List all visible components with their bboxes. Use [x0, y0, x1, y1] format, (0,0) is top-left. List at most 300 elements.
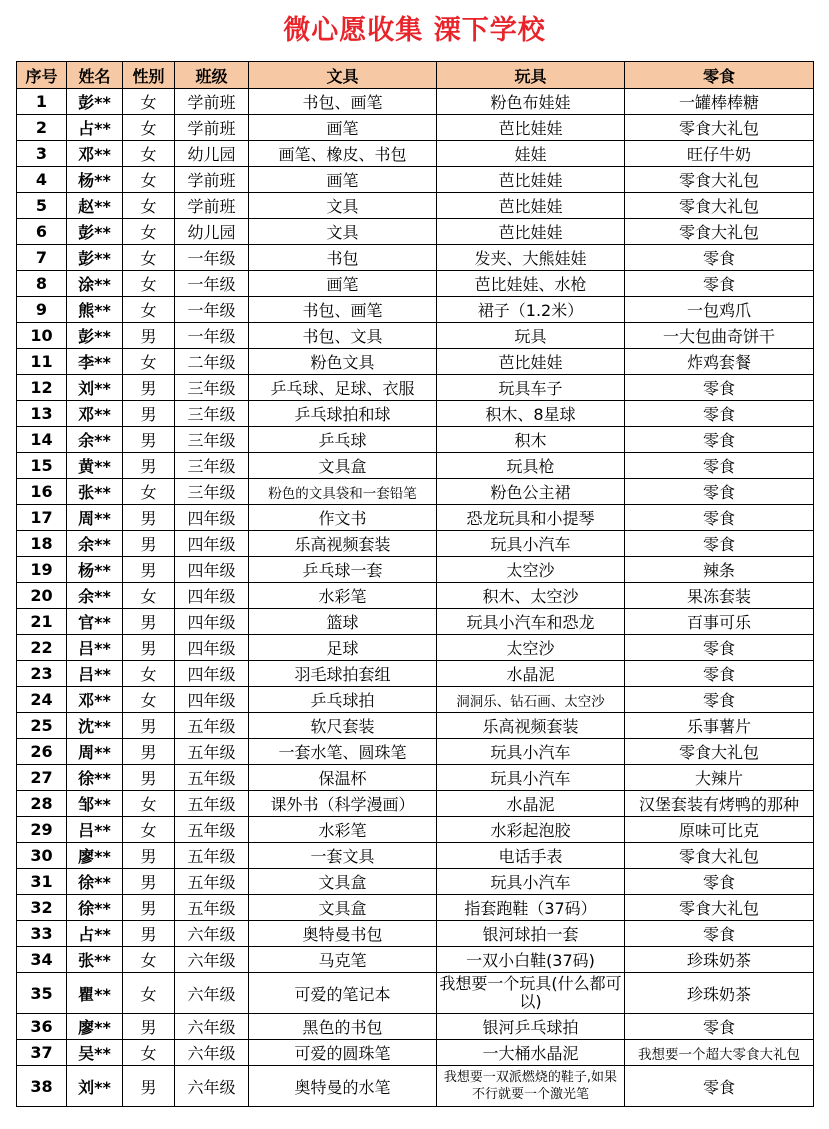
- cell-name: 邓**: [67, 401, 123, 427]
- cell-name: 李**: [67, 349, 123, 375]
- cell-name: 彭**: [67, 323, 123, 349]
- cell-gender: 男: [123, 557, 175, 583]
- cell-gender: 女: [123, 1040, 175, 1066]
- table-row: [17, 89, 814, 115]
- cell-name: 彭**: [67, 245, 123, 271]
- cell-toy: 洞洞乐、钻石画、太空沙: [437, 687, 625, 713]
- cell-no: 29: [17, 817, 67, 843]
- cell-no: 15: [17, 453, 67, 479]
- table-row: [17, 843, 814, 869]
- cell-stationery: 乒乓球拍和球: [249, 401, 437, 427]
- cell-toy: 娃娃: [437, 141, 625, 167]
- cell-snack: 原味可比克: [625, 817, 814, 843]
- cell-class: 五年级: [175, 713, 249, 739]
- cell-name: 余**: [67, 531, 123, 557]
- cell-toy: 电话手表: [437, 843, 625, 869]
- cell-class: 一年级: [175, 271, 249, 297]
- cell-toy: 玩具枪: [437, 453, 625, 479]
- table-row: [17, 817, 814, 843]
- cell-toy: 太空沙: [437, 635, 625, 661]
- cell-class: 一年级: [175, 297, 249, 323]
- cell-gender: 男: [123, 375, 175, 401]
- cell-stationery: 书包、文具: [249, 323, 437, 349]
- table-row: [17, 297, 814, 323]
- cell-stationery: 课外书（科学漫画）: [249, 791, 437, 817]
- cell-toy: 指套跑鞋（37码）: [437, 895, 625, 921]
- table-row: [17, 635, 814, 661]
- cell-gender: 男: [123, 505, 175, 531]
- cell-toy: 玩具小汽车: [437, 531, 625, 557]
- cell-gender: 女: [123, 219, 175, 245]
- cell-class: 六年级: [175, 1040, 249, 1066]
- table-row: [17, 401, 814, 427]
- table-row: [17, 531, 814, 557]
- cell-snack: 零食大礼包: [625, 739, 814, 765]
- cell-snack: 零食: [625, 427, 814, 453]
- cell-class: 六年级: [175, 1014, 249, 1040]
- cell-name: 赵**: [67, 193, 123, 219]
- cell-gender: 男: [123, 323, 175, 349]
- cell-name: 沈**: [67, 713, 123, 739]
- cell-no: 16: [17, 479, 67, 505]
- cell-class: 五年级: [175, 739, 249, 765]
- cell-snack: 零食: [625, 921, 814, 947]
- cell-snack: 珍珠奶茶: [625, 947, 814, 973]
- cell-no: 7: [17, 245, 67, 271]
- cell-stationery: 篮球: [249, 609, 437, 635]
- cell-no: 18: [17, 531, 67, 557]
- cell-toy: 发夹、大熊娃娃: [437, 245, 625, 271]
- cell-stationery: 乒乓球、足球、衣服: [249, 375, 437, 401]
- table-row: [17, 791, 814, 817]
- cell-no: 22: [17, 635, 67, 661]
- cell-name: 彭**: [67, 219, 123, 245]
- cell-no: 27: [17, 765, 67, 791]
- cell-snack: 一包鸡爪: [625, 297, 814, 323]
- table-row: [17, 895, 814, 921]
- cell-name: 瞿**: [67, 973, 123, 1014]
- table-row: [17, 271, 814, 297]
- cell-name: 吕**: [67, 635, 123, 661]
- table-row: [17, 583, 814, 609]
- cell-stationery: 书包: [249, 245, 437, 271]
- cell-snack: 零食: [625, 479, 814, 505]
- header-toy: 玩具: [437, 62, 625, 89]
- header-stationery: 文具: [249, 62, 437, 89]
- table-body: [17, 89, 814, 1107]
- cell-stationery: 作文书: [249, 505, 437, 531]
- cell-no: 10: [17, 323, 67, 349]
- cell-stationery: 乒乓球拍: [249, 687, 437, 713]
- cell-snack: 零食: [625, 245, 814, 271]
- cell-class: 学前班: [175, 115, 249, 141]
- cell-stationery: 粉色文具: [249, 349, 437, 375]
- cell-toy: 玩具小汽车: [437, 869, 625, 895]
- cell-stationery: 文具盒: [249, 453, 437, 479]
- cell-no: 35: [17, 973, 67, 1014]
- table-row: [17, 375, 814, 401]
- table-row: [17, 505, 814, 531]
- cell-snack: 零食大礼包: [625, 895, 814, 921]
- cell-gender: 男: [123, 843, 175, 869]
- cell-name: 熊**: [67, 297, 123, 323]
- cell-toy: 芭比娃娃: [437, 349, 625, 375]
- cell-name: 徐**: [67, 895, 123, 921]
- cell-toy: 水晶泥: [437, 661, 625, 687]
- table-row: [17, 557, 814, 583]
- cell-gender: 女: [123, 479, 175, 505]
- cell-no: 19: [17, 557, 67, 583]
- table-row: [17, 661, 814, 687]
- cell-gender: 男: [123, 765, 175, 791]
- cell-snack: 珍珠奶茶: [625, 973, 814, 1014]
- cell-class: 一年级: [175, 245, 249, 271]
- cell-no: 4: [17, 167, 67, 193]
- cell-no: 21: [17, 609, 67, 635]
- table-row: [17, 479, 814, 505]
- cell-gender: 女: [123, 947, 175, 973]
- cell-toy: 银河球拍一套: [437, 921, 625, 947]
- cell-class: 学前班: [175, 167, 249, 193]
- cell-gender: 女: [123, 115, 175, 141]
- cell-gender: 女: [123, 141, 175, 167]
- cell-no: 3: [17, 141, 67, 167]
- cell-gender: 女: [123, 817, 175, 843]
- table-row: [17, 141, 814, 167]
- cell-stationery: 马克笔: [249, 947, 437, 973]
- cell-stationery: 文具: [249, 219, 437, 245]
- cell-gender: 男: [123, 739, 175, 765]
- cell-toy: 芭比娃娃: [437, 115, 625, 141]
- table-row: [17, 323, 814, 349]
- cell-no: 25: [17, 713, 67, 739]
- cell-stationery: 文具: [249, 193, 437, 219]
- cell-gender: 男: [123, 401, 175, 427]
- cell-gender: 女: [123, 349, 175, 375]
- cell-toy: 粉色布娃娃: [437, 89, 625, 115]
- cell-no: 23: [17, 661, 67, 687]
- cell-class: 三年级: [175, 401, 249, 427]
- cell-stationery: 保温杯: [249, 765, 437, 791]
- cell-toy: 玩具小汽车: [437, 739, 625, 765]
- table-row: [17, 687, 814, 713]
- cell-class: 三年级: [175, 427, 249, 453]
- cell-toy: 积木: [437, 427, 625, 453]
- cell-class: 四年级: [175, 635, 249, 661]
- cell-class: 五年级: [175, 843, 249, 869]
- cell-snack: 一大包曲奇饼干: [625, 323, 814, 349]
- cell-toy: 我想要一双派燃烧的鞋子,如果不行就要一个激光笔: [437, 1066, 625, 1107]
- table-row: [17, 115, 814, 141]
- cell-gender: 男: [123, 427, 175, 453]
- cell-stationery: 乒乓球一套: [249, 557, 437, 583]
- cell-name: 刘**: [67, 1066, 123, 1107]
- table-row: [17, 765, 814, 791]
- cell-no: 30: [17, 843, 67, 869]
- cell-name: 占**: [67, 115, 123, 141]
- cell-gender: 男: [123, 609, 175, 635]
- cell-stationery: 画笔: [249, 167, 437, 193]
- cell-gender: 女: [123, 193, 175, 219]
- cell-stationery: 乒乓球: [249, 427, 437, 453]
- table-row: [17, 921, 814, 947]
- header-snack: 零食: [625, 62, 814, 89]
- cell-snack: 零食: [625, 271, 814, 297]
- cell-name: 邓**: [67, 141, 123, 167]
- cell-snack: 百事可乐: [625, 609, 814, 635]
- cell-snack: 零食: [625, 375, 814, 401]
- cell-class: 四年级: [175, 557, 249, 583]
- cell-name: 杨**: [67, 557, 123, 583]
- table-row: [17, 609, 814, 635]
- cell-stationery: 文具盒: [249, 869, 437, 895]
- cell-stationery: 粉色的文具袋和一套铅笔: [249, 479, 437, 505]
- cell-no: 28: [17, 791, 67, 817]
- cell-no: 8: [17, 271, 67, 297]
- cell-no: 38: [17, 1066, 67, 1107]
- cell-toy: 恐龙玩具和小提琴: [437, 505, 625, 531]
- cell-name: 占**: [67, 921, 123, 947]
- cell-toy: 玩具: [437, 323, 625, 349]
- cell-name: 廖**: [67, 843, 123, 869]
- cell-snack: 零食大礼包: [625, 219, 814, 245]
- cell-snack: 零食: [625, 505, 814, 531]
- cell-class: 二年级: [175, 349, 249, 375]
- cell-no: 5: [17, 193, 67, 219]
- cell-class: 三年级: [175, 453, 249, 479]
- cell-no: 12: [17, 375, 67, 401]
- cell-gender: 女: [123, 973, 175, 1014]
- cell-stationery: 画笔: [249, 115, 437, 141]
- cell-stationery: 可爱的笔记本: [249, 973, 437, 1014]
- cell-no: 31: [17, 869, 67, 895]
- cell-stationery: 一套水笔、圆珠笔: [249, 739, 437, 765]
- table-row: [17, 713, 814, 739]
- cell-snack: 零食: [625, 661, 814, 687]
- cell-class: 四年级: [175, 583, 249, 609]
- cell-name: 张**: [67, 947, 123, 973]
- cell-stationery: 水彩笔: [249, 583, 437, 609]
- cell-toy: 粉色公主裙: [437, 479, 625, 505]
- cell-toy: 乐高视频套装: [437, 713, 625, 739]
- cell-class: 四年级: [175, 687, 249, 713]
- cell-toy: 我想要一个玩具(什么都可以): [437, 973, 625, 1014]
- cell-gender: 男: [123, 1014, 175, 1040]
- cell-toy: 裙子（1.2米）: [437, 297, 625, 323]
- cell-gender: 男: [123, 1066, 175, 1107]
- cell-stationery: 足球: [249, 635, 437, 661]
- cell-name: 张**: [67, 479, 123, 505]
- cell-class: 六年级: [175, 1066, 249, 1107]
- cell-gender: 男: [123, 713, 175, 739]
- cell-class: 五年级: [175, 869, 249, 895]
- cell-name: 官**: [67, 609, 123, 635]
- cell-no: 9: [17, 297, 67, 323]
- cell-stationery: 文具盒: [249, 895, 437, 921]
- cell-name: 吴**: [67, 1040, 123, 1066]
- header-no: 序号: [17, 62, 67, 89]
- cell-class: 五年级: [175, 817, 249, 843]
- table-row: [17, 1014, 814, 1040]
- table-row: [17, 193, 814, 219]
- cell-gender: 男: [123, 453, 175, 479]
- cell-no: 6: [17, 219, 67, 245]
- cell-class: 幼儿园: [175, 219, 249, 245]
- table-row: [17, 245, 814, 271]
- header-name: 姓名: [67, 62, 123, 89]
- cell-gender: 男: [123, 869, 175, 895]
- cell-name: 廖**: [67, 1014, 123, 1040]
- cell-class: 五年级: [175, 791, 249, 817]
- cell-toy: 积木、8星球: [437, 401, 625, 427]
- cell-stationery: 乐高视频套装: [249, 531, 437, 557]
- table-row: [17, 167, 814, 193]
- cell-no: 17: [17, 505, 67, 531]
- cell-no: 20: [17, 583, 67, 609]
- cell-toy: 玩具小汽车: [437, 765, 625, 791]
- cell-stationery: 黑色的书包: [249, 1014, 437, 1040]
- cell-no: 24: [17, 687, 67, 713]
- cell-gender: 女: [123, 271, 175, 297]
- cell-no: 2: [17, 115, 67, 141]
- cell-gender: 女: [123, 89, 175, 115]
- cell-name: 徐**: [67, 765, 123, 791]
- cell-class: 六年级: [175, 921, 249, 947]
- cell-name: 彭**: [67, 89, 123, 115]
- cell-no: 33: [17, 921, 67, 947]
- cell-snack: 零食大礼包: [625, 115, 814, 141]
- cell-stationery: 水彩笔: [249, 817, 437, 843]
- cell-stationery: 画笔: [249, 271, 437, 297]
- cell-snack: 零食大礼包: [625, 193, 814, 219]
- cell-class: 四年级: [175, 661, 249, 687]
- cell-snack: 果冻套装: [625, 583, 814, 609]
- cell-name: 周**: [67, 739, 123, 765]
- cell-class: 五年级: [175, 895, 249, 921]
- cell-gender: 男: [123, 921, 175, 947]
- cell-class: 学前班: [175, 89, 249, 115]
- cell-toy: 芭比娃娃、水枪: [437, 271, 625, 297]
- cell-snack: 零食: [625, 635, 814, 661]
- cell-class: 四年级: [175, 531, 249, 557]
- cell-name: 徐**: [67, 869, 123, 895]
- cell-stationery: 软尺套装: [249, 713, 437, 739]
- cell-snack: 零食: [625, 453, 814, 479]
- cell-snack: 我想要一个超大零食大礼包: [625, 1040, 814, 1066]
- cell-toy: 芭比娃娃: [437, 193, 625, 219]
- cell-gender: 女: [123, 661, 175, 687]
- cell-toy: 一大桶水晶泥: [437, 1040, 625, 1066]
- cell-toy: 积木、太空沙: [437, 583, 625, 609]
- table-row: [17, 973, 814, 1014]
- cell-stationery: 羽毛球拍套组: [249, 661, 437, 687]
- cell-snack: 零食: [625, 531, 814, 557]
- cell-name: 邓**: [67, 687, 123, 713]
- cell-gender: 女: [123, 687, 175, 713]
- cell-no: 34: [17, 947, 67, 973]
- cell-name: 杨**: [67, 167, 123, 193]
- cell-toy: 玩具小汽车和恐龙: [437, 609, 625, 635]
- cell-toy: 太空沙: [437, 557, 625, 583]
- cell-snack: 一罐棒棒糖: [625, 89, 814, 115]
- cell-snack: 零食: [625, 401, 814, 427]
- cell-snack: 零食大礼包: [625, 843, 814, 869]
- cell-snack: 大辣片: [625, 765, 814, 791]
- header-gender: 性别: [123, 62, 175, 89]
- cell-name: 刘**: [67, 375, 123, 401]
- cell-toy: 一双小白鞋(37码): [437, 947, 625, 973]
- cell-class: 四年级: [175, 609, 249, 635]
- cell-name: 吕**: [67, 661, 123, 687]
- cell-stationery: 奥特曼的水笔: [249, 1066, 437, 1107]
- table-row: [17, 1040, 814, 1066]
- cell-name: 吕**: [67, 817, 123, 843]
- cell-gender: 男: [123, 895, 175, 921]
- header-row: [17, 62, 814, 89]
- table-row: [17, 219, 814, 245]
- cell-name: 余**: [67, 427, 123, 453]
- cell-gender: 女: [123, 167, 175, 193]
- cell-gender: 女: [123, 791, 175, 817]
- cell-toy: 芭比娃娃: [437, 167, 625, 193]
- cell-stationery: 画笔、橡皮、书包: [249, 141, 437, 167]
- cell-stationery: 书包、画笔: [249, 297, 437, 323]
- cell-snack: 零食: [625, 1014, 814, 1040]
- table-row: [17, 739, 814, 765]
- cell-no: 36: [17, 1014, 67, 1040]
- cell-class: 四年级: [175, 505, 249, 531]
- cell-name: 余**: [67, 583, 123, 609]
- cell-snack: 零食: [625, 1066, 814, 1107]
- cell-snack: 零食: [625, 687, 814, 713]
- cell-stationery: 可爱的圆珠笔: [249, 1040, 437, 1066]
- header-class: 班级: [175, 62, 249, 89]
- cell-gender: 女: [123, 297, 175, 323]
- table-row: [17, 1066, 814, 1107]
- cell-gender: 男: [123, 531, 175, 557]
- cell-class: 六年级: [175, 973, 249, 1014]
- cell-class: 一年级: [175, 323, 249, 349]
- cell-class: 五年级: [175, 765, 249, 791]
- cell-snack: 旺仔牛奶: [625, 141, 814, 167]
- cell-no: 14: [17, 427, 67, 453]
- table-row: [17, 869, 814, 895]
- cell-snack: 汉堡套装有烤鸭的那种: [625, 791, 814, 817]
- cell-snack: 零食: [625, 869, 814, 895]
- cell-no: 11: [17, 349, 67, 375]
- page-title: 微心愿收集 溧下学校: [283, 15, 546, 46]
- cell-gender: 女: [123, 583, 175, 609]
- cell-class: 幼儿园: [175, 141, 249, 167]
- cell-class: 六年级: [175, 947, 249, 973]
- cell-toy: 玩具车子: [437, 375, 625, 401]
- table-row: [17, 427, 814, 453]
- cell-snack: 乐事薯片: [625, 713, 814, 739]
- cell-toy: 水彩起泡胶: [437, 817, 625, 843]
- cell-no: 1: [17, 89, 67, 115]
- cell-snack: 辣条: [625, 557, 814, 583]
- cell-class: 学前班: [175, 193, 249, 219]
- cell-gender: 女: [123, 245, 175, 271]
- table-row: [17, 349, 814, 375]
- cell-class: 三年级: [175, 479, 249, 505]
- cell-name: 涂**: [67, 271, 123, 297]
- cell-name: 邹**: [67, 791, 123, 817]
- cell-toy: 水晶泥: [437, 791, 625, 817]
- cell-no: 37: [17, 1040, 67, 1066]
- cell-gender: 男: [123, 635, 175, 661]
- cell-snack: 炸鸡套餐: [625, 349, 814, 375]
